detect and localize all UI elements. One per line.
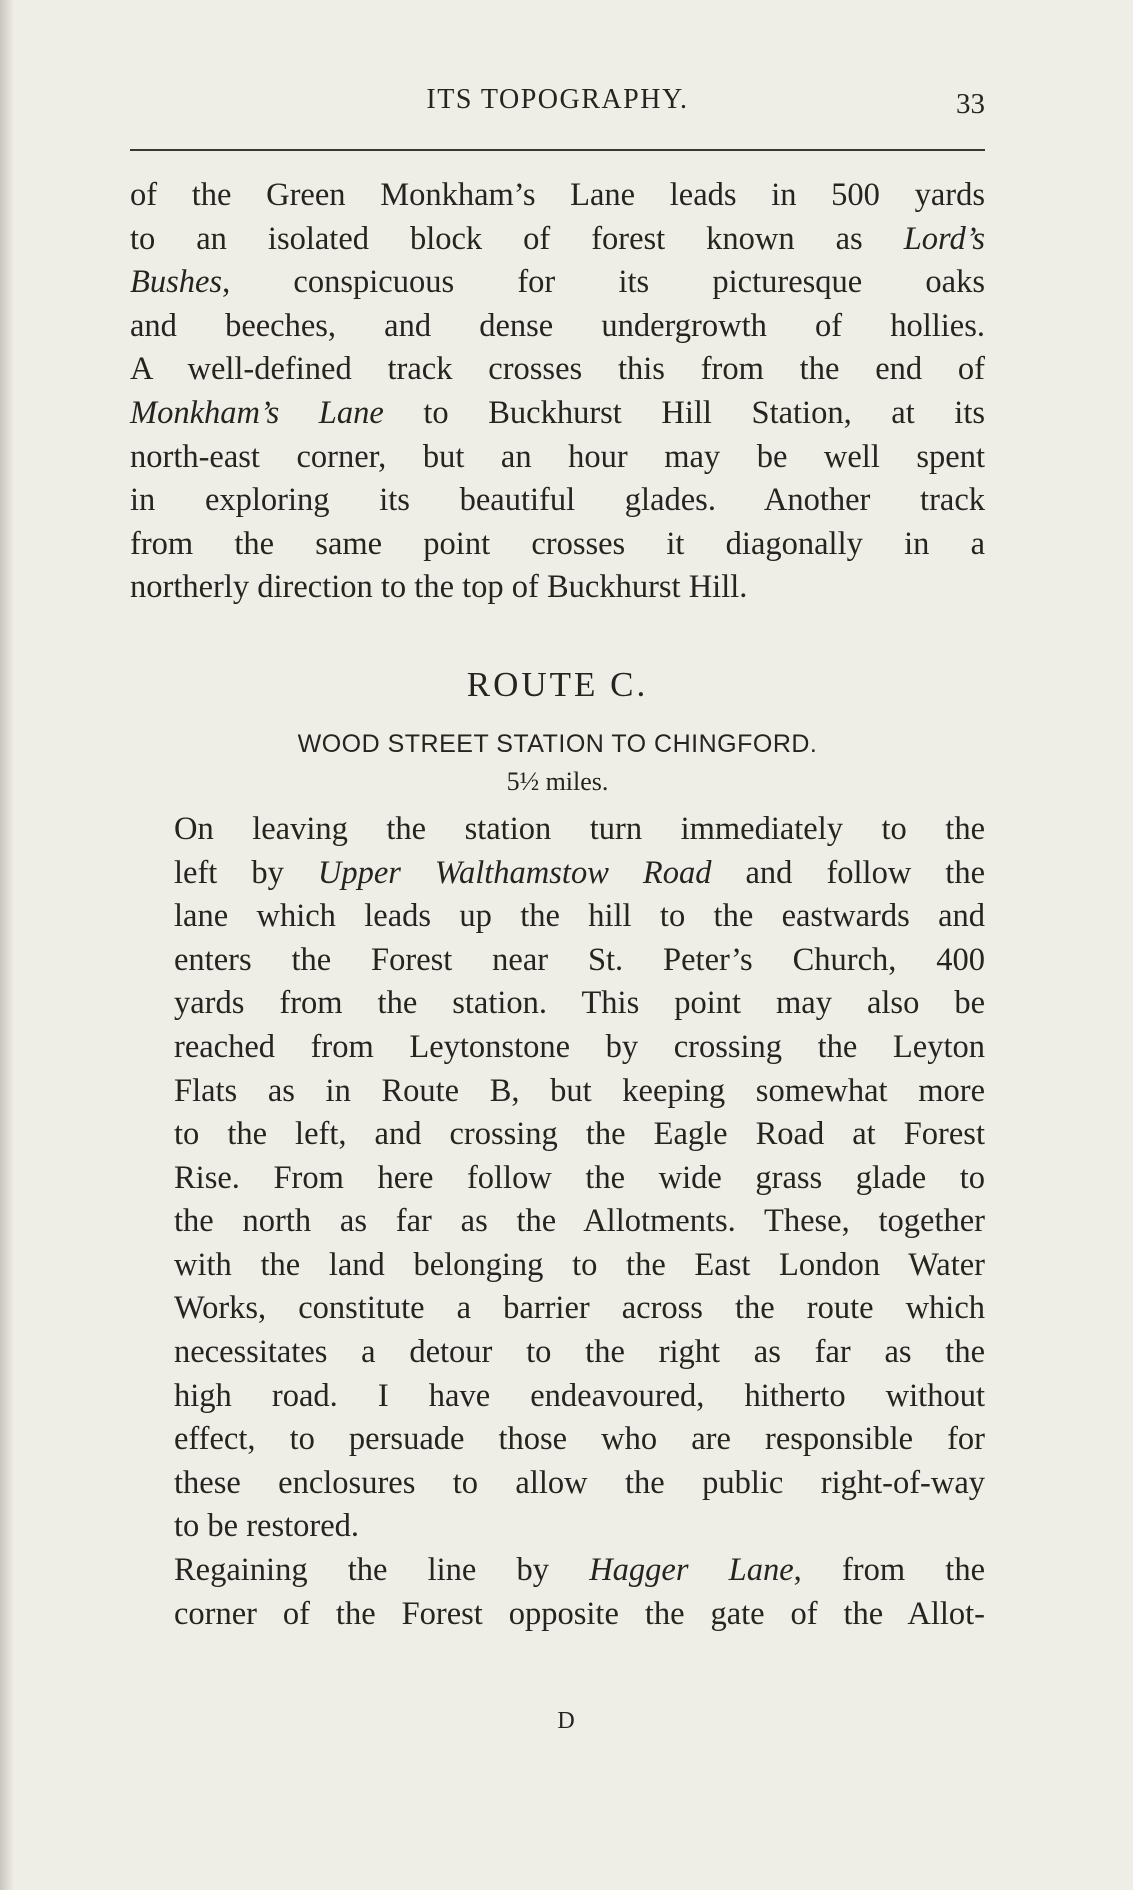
text-line: A well-defined track crosses this from the end of (130, 351, 985, 388)
page-number: 33 (956, 88, 985, 120)
italic-place-name: Bushes (130, 264, 223, 301)
text-run: Regaining the line by (174, 1552, 590, 1589)
text-line: with the land belonging to the East London Water (174, 1246, 985, 1283)
text-line: high road. I have endeavoured, hitherto without (174, 1377, 985, 1414)
text-line: from the same point crosses it diagonally in a (130, 525, 985, 562)
text-line: in exploring its beautiful glades. Another track (130, 482, 985, 519)
italic-place-name: Upper Walthamstow Road (317, 854, 712, 891)
text-line: the north as far as the Allotments. These, together (174, 1203, 985, 1240)
page-header (130, 84, 985, 124)
text-run: , conspicuous for its picturesque oaks (222, 264, 985, 301)
text-line: reached from Leytonstone by crossing the Leyton (174, 1028, 985, 1065)
text-line: northerly direction to the top of Buckhurst Hill. (130, 569, 748, 606)
text-line: to the left, and crossing the Eagle Road at Forest (174, 1116, 985, 1153)
text-line: Rise. From here follow the wide grass glade to (174, 1159, 985, 1196)
text-line: corner of the Forest opposite the gate of the Allot- (174, 1595, 985, 1632)
paragraph-hagger-lane (130, 1549, 985, 1636)
italic-place-name: Hagger Lane (589, 1552, 794, 1589)
text-line: of the Green Monkham’s Lane leads in 500 yards (130, 177, 985, 213)
paragraph-route-c (130, 808, 985, 1549)
route-heading: ROUTE C. (466, 664, 649, 704)
page-binding-shadow (0, 0, 14, 1890)
route-subheading: WOOD STREET STATION TO CHINGFORD. (297, 729, 818, 758)
text-line (130, 1549, 985, 1593)
italic-place-name: Monkham’s Lane (130, 394, 384, 431)
text-line: lane which leads up the hill to the eastwards and (174, 898, 985, 935)
text-line: yards from the station. This point may also be (174, 985, 985, 1022)
route-distance: 5½ miles. (506, 766, 609, 796)
text-line (130, 392, 985, 436)
italic-place-name: Lord’s (903, 220, 985, 257)
text-line: and beeches, and dense undergrowth of hollies. (130, 307, 985, 344)
text-line (130, 852, 985, 896)
text-run: to Buckhurst Hill Station, at its (383, 394, 985, 431)
text-line: effect, to persuade those who are responsible for (174, 1421, 985, 1458)
signature-mark: D (557, 1708, 576, 1734)
text-line: north-east corner, but an hour may be well spent (130, 438, 985, 475)
text-run: left by (174, 854, 318, 891)
text-line: to be restored. (174, 1508, 360, 1545)
text-line: enters the Forest near St. Peter’s Church, 400 (174, 941, 985, 978)
text-line: Works, constitute a barrier across the route which (174, 1290, 985, 1327)
text-run: and follow the (711, 854, 986, 891)
text-line (130, 261, 985, 305)
body-text (130, 174, 985, 1636)
text-line: these enclosures to allow the public right-of-way (174, 1464, 985, 1501)
text-line: necessitates a detour to the right as far as the (174, 1334, 985, 1371)
header-rule (130, 149, 985, 151)
text-line: Flats as in Route B, but keeping somewhat more (174, 1072, 985, 1109)
text-line: On leaving the station turn immediately to the (174, 810, 985, 847)
text-run: to an isolated block of forest known as (130, 220, 904, 257)
text-line (130, 218, 985, 262)
paragraph-lords-bushes (130, 174, 985, 610)
running-head: ITS TOPOGRAPHY. (426, 84, 689, 115)
text-run: , from the (793, 1552, 985, 1589)
